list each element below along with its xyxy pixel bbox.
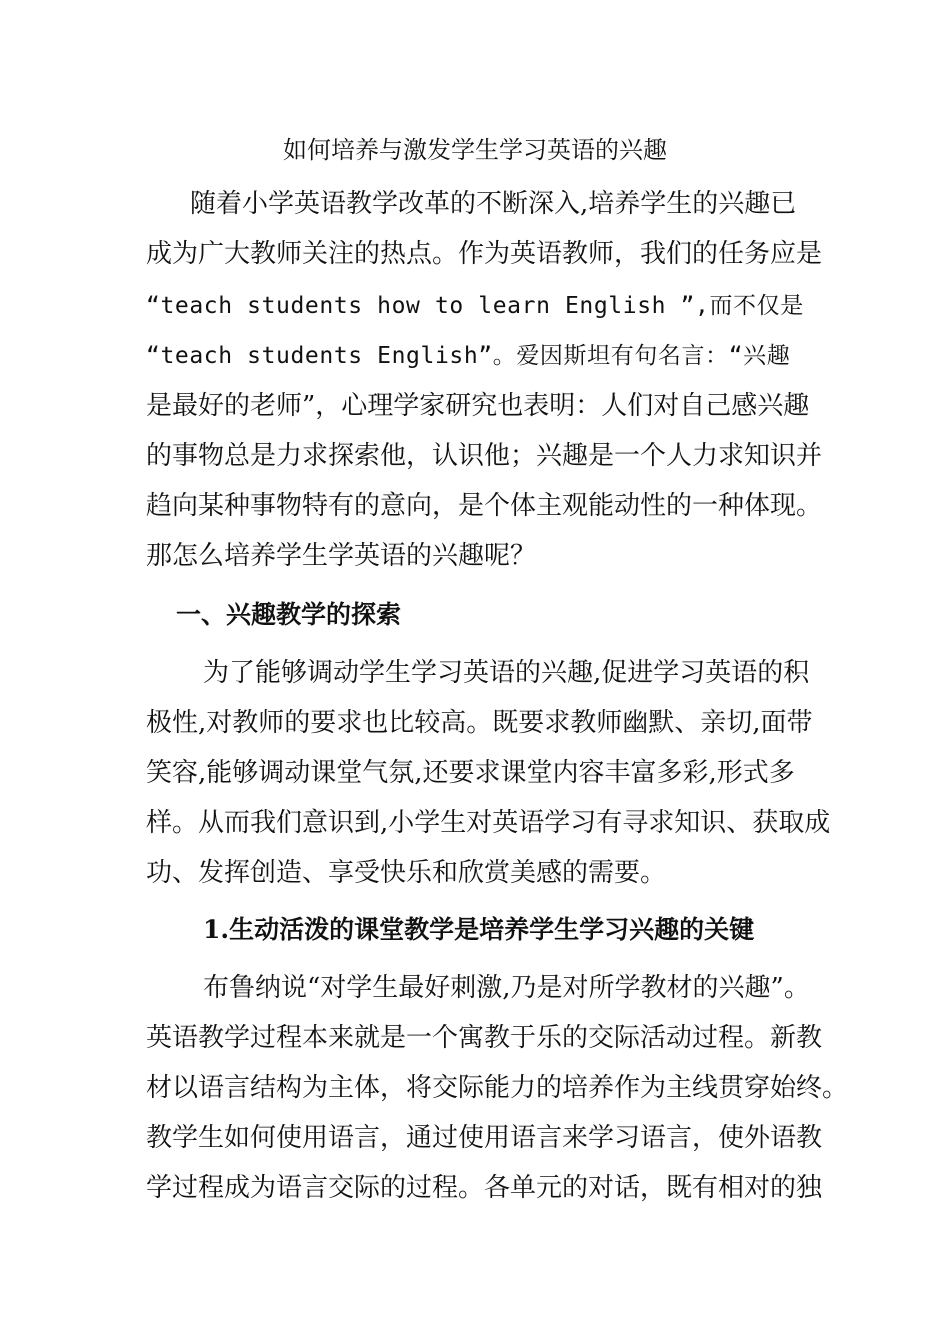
document-title: 如何培养与激发学生学习英语的兴趣 [283,136,667,164]
intro-line-8: 那怎么培养学生学英语的兴趣呢？ [146,541,537,571]
subsection1-line-1: 布鲁纳说“对学生最好刺激,乃是对所学教材的兴趣”。 [203,973,810,1003]
intro-line-6: 的事物总是力求探索他，认识他；兴趣是一个人力求知识并 [146,441,823,471]
subsection1-line-3: 材以语言结构为主体，将交际能力的培养作为主线贯穿始终。 [146,1073,849,1103]
section1-line-5: 功、发挥创造、享受快乐和欣赏美感的需要。 [146,858,667,888]
subsection1-line-2: 英语教学过程本来就是一个寓教于乐的交际活动过程。新教 [146,1023,823,1053]
subsection-heading-1: 1.生动活泼的课堂教学是培养学生学习兴趣的关键 [203,915,755,944]
section-heading-1: 一、兴趣教学的探索 [176,600,402,629]
subsection1-line-5: 学过程成为语言交际的过程。各单元的对话，既有相对的独 [146,1173,823,1203]
intro-line-7: 趋向某种事物特有的意向，是个体主观能动性的一种体现。 [146,491,823,521]
section1-line-1: 为了能够调动学生学习英语的兴趣,促进学习英语的积 [203,658,810,688]
intro-line-3: “teach students how to learn English ”,而不仅是 [146,293,804,319]
intro-line-4: “teach students English”。爱因斯坦有句名言：“兴趣 [146,343,791,369]
section1-line-2: 极性,对教师的要求也比较高。既要求教师幽默、亲切,面带 [146,708,813,738]
intro-line-5: 是最好的老师”，心理学家研究也表明：人们对自己感兴趣 [146,391,810,421]
section1-line-4: 样。从而我们意识到,小学生对英语学习有寻求知识、获取成 [146,808,831,838]
section1-line-3: 笑容,能够调动课堂气氛,还要求课堂内容丰富多彩,形式多 [146,758,795,788]
subsection1-line-4: 教学生如何使用语言，通过使用语言来学习语言，使外语教 [146,1123,823,1153]
intro-line-1: 随着小学英语教学改革的不断深入,培养学生的兴趣已 [190,189,797,219]
intro-line-2: 成为广大教师关注的热点。作为英语教师，我们的任务应是 [146,239,823,269]
